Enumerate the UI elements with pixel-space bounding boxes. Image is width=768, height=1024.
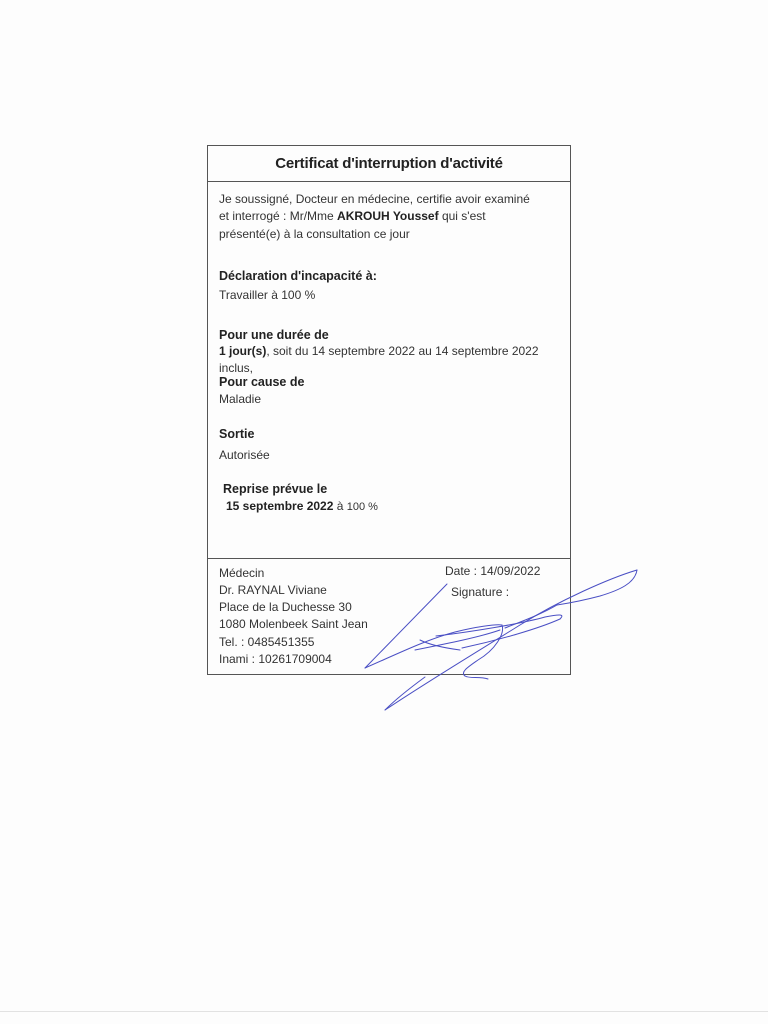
intro-line-3: présenté(e) à la consultation ce jour <box>219 227 410 241</box>
intro-line-2-prefix: et interrogé : Mr/Mme <box>219 209 338 223</box>
resumption-line <box>226 498 378 517</box>
signature-label: Signature : <box>451 585 510 599</box>
cause-value: Maladie <box>219 392 262 406</box>
intro-line-2 <box>219 208 486 226</box>
resumption-heading: Reprise prévue le <box>223 482 328 496</box>
cause-heading: Pour cause de <box>219 375 305 389</box>
intro-line-1: Je soussigné, Docteur en médecine, certifie avoir examiné <box>219 192 530 206</box>
doctor-role: Médecin <box>219 566 265 580</box>
incapacity-value: Travailler à 100 % <box>219 288 316 302</box>
certificate-title: Certificat d'interruption d'activité <box>275 155 503 172</box>
exit-heading: Sortie <box>219 427 255 441</box>
section-divider <box>208 558 570 559</box>
doctor-inami: Inami : 10261709004 <box>219 652 332 666</box>
title-bar <box>208 146 570 182</box>
resumption-percent: 100 % <box>346 501 378 513</box>
patient-name: AKROUH Youssef <box>337 209 439 223</box>
exit-value: Autorisée <box>219 448 270 462</box>
page-bottom-edge <box>0 1011 768 1012</box>
duration-days: 1 jour(s) <box>219 344 267 358</box>
intro-line-2-suffix: qui s'est <box>438 209 486 223</box>
duration-heading: Pour une durée de <box>219 328 329 342</box>
duration-period: , soit du 14 septembre 2022 au 14 septembre 2022 <box>266 344 539 358</box>
certificate-date: Date : 14/09/2022 <box>445 564 541 578</box>
duration-inclusive: inclus, <box>219 361 254 375</box>
doctor-address-1: Place de la Duchesse 30 <box>219 600 352 614</box>
resumption-date: 15 septembre 2022 <box>226 499 334 513</box>
doctor-address-2: 1080 Molenbeek Saint Jean <box>219 617 368 631</box>
doctor-phone: Tel. : 0485451355 <box>219 635 315 649</box>
certificate-frame <box>207 145 571 675</box>
incapacity-heading: Déclaration d'incapacité à: <box>219 269 377 283</box>
resumption-at: à <box>333 499 347 513</box>
doctor-name: Dr. RAYNAL Viviane <box>219 583 327 597</box>
duration-line <box>219 343 539 361</box>
